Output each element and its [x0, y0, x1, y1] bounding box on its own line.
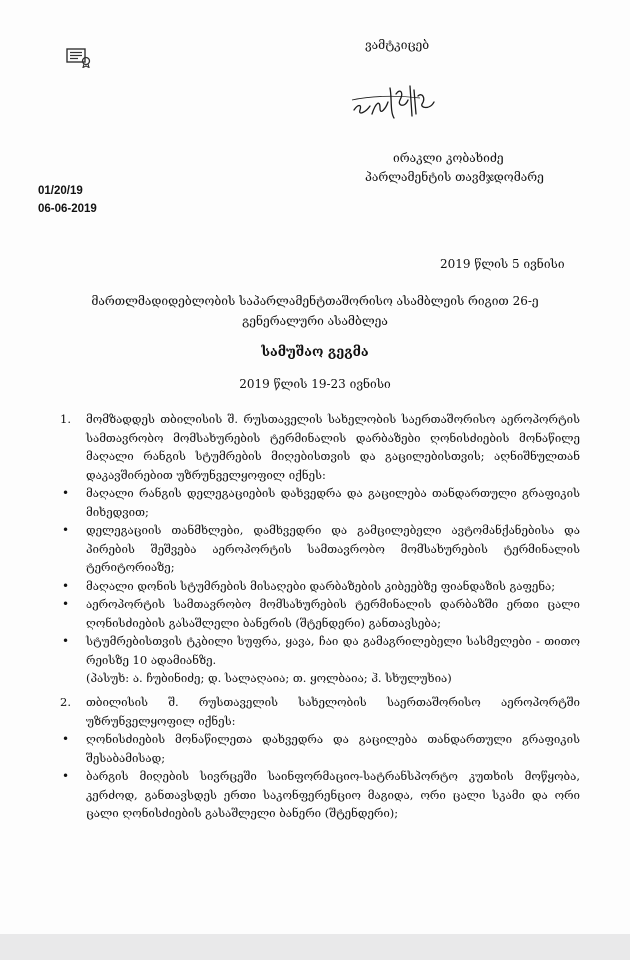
bullet-icon: •	[62, 578, 70, 593]
bullet-icon: •	[62, 634, 70, 648]
list-item-text: მაღალი დონის სტუმრების მისაღები დარბაზების კიბეებზე ფიანდაზის გაფენა;	[86, 578, 556, 593]
plan-dates: 2019 წლის 19-23 ივნისი	[239, 377, 391, 391]
list-item-text: აეროპორტის სამთავრობო მომსახურების ტერმინალის დარბაზში ერთი ცალი ღონისძიების გასაშლელი ბანერის (შტენდერი) განთავსება;	[86, 597, 580, 630]
section-2-intro-text: თბილისის შ. რუსთაველის სახელობის საერთაშორისო აეროპორტში უზრუნველყოფილ იქნეს:	[86, 695, 580, 728]
list-item-text: მაღალი რანგის დელეგაციების დახვედრა და გაცილება თანდართული გრაფიკის მიხედვით;	[86, 486, 580, 519]
section-1-intro	[50, 410, 580, 484]
certificate-icon	[66, 48, 92, 68]
bullet-icon: •	[62, 769, 70, 783]
list-item	[50, 484, 580, 521]
page-bottom-margin	[0, 934, 630, 960]
list-item-text: ბარგის მიღების სივრცეში საინფორმაციო-სატრანსპორტო კუთხის მოწყობა, კერძოდ, განთავსდეს ერთი საკონფერენციო მაგიდა, ორი ცალი სკამი და ორი ცალი ღონისძიების გასაშლელი ბანერი (შტენდერი);	[86, 769, 580, 820]
list-item	[50, 632, 580, 669]
section-1-responsible: (პასუხ: ა. ჩუბინიძე; დ. სალაღაია; თ. ყოლბაია; ჰ. სხულუხია)	[86, 671, 452, 685]
signer-name: ირაკლი კობახიძე	[393, 151, 504, 165]
list-item	[50, 730, 580, 767]
bullet-icon: •	[62, 523, 70, 537]
approve-label: ვამტკიცებ	[365, 38, 430, 52]
registration-number: 01/20/19	[38, 185, 83, 197]
plan-title: სამუშაო გეგმა	[261, 345, 369, 360]
list-item-text: დელეგაციის თანმხლები, დამხვედრი და გამცილებელი ავტომანქანებისა და პირების შეშვება აეროპორტის სამთავრობო მომსახურების ტერმინალის ტერიტორიაზე;	[86, 523, 580, 574]
bullet-icon: •	[62, 486, 70, 500]
section-1	[50, 410, 580, 688]
section-1-intro-text: მომზადდეს თბილისის შ. რუსთაველის სახელობის საერთაშორისო აეროპორტის სამთავრობო მომსახურების ტერმინალის დარბაზები ღონისძიების მონაწილე მაღალი რანგის სტუმრების მიღებისთვის და გაცილებისთვის; აღნიშნულთან დაკავშირებით უზრუნველყოფილ იქნეს:	[86, 412, 580, 482]
list-item	[50, 577, 580, 596]
section-1-number: 1.	[60, 412, 71, 426]
list-item-text: სტუმრებისთვის ტკბილი სუფრა, ყავა, ჩაი და გამაგრილებელი სასმელები - თითო რეისზე 10 ადამიანზე.	[86, 634, 580, 667]
registration-date: 06-06-2019	[38, 203, 97, 215]
bullet-icon: •	[62, 597, 70, 611]
document-subject: მართლმადიდებლობის საპარლამენტთაშორისო ასამბლეის რიგით 26-ე გენერალური ასამბლეა	[91, 294, 539, 328]
list-item	[50, 595, 580, 632]
section-2	[50, 693, 580, 823]
signer-title: პარლამენტის თავმჯდომარე	[365, 170, 544, 184]
list-item	[50, 767, 580, 823]
signature-image	[350, 78, 440, 128]
section-2-number: 2.	[60, 695, 71, 709]
section-2-intro	[50, 693, 580, 730]
bullet-icon: •	[62, 732, 70, 746]
list-item-text: ღონისძიების მონაწილეთა დახვედრა და გაცილება თანდართული გრაფიკის შესაბამისად;	[86, 732, 580, 765]
issue-date: 2019 წლის 5 ივნისი	[440, 257, 565, 271]
list-item	[50, 521, 580, 577]
